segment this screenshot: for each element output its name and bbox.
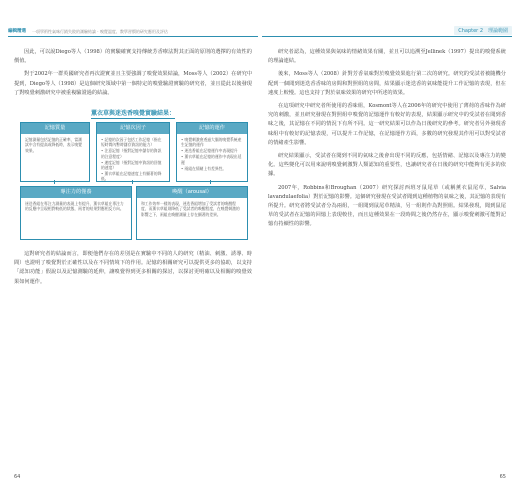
book-spread — [8, 20, 512, 482]
right-page — [262, 20, 512, 482]
left-page — [8, 20, 258, 482]
chapter-tag: Chapter 2 理論範圍 — [454, 26, 512, 35]
page-number: 64 — [14, 474, 21, 480]
figure-title: 薰衣草與迷迭香嗅覺實驗結果： — [90, 110, 175, 117]
connector-line — [54, 180, 55, 184]
paragraph: 對于2002年一群英國研究者再次證實並且主要強調了嗅覺效果結論，Moss等人（2002）在研究中提到，Diego等人（1998）是這個研究領域中第一個特定的嗅覺驗證實驗的研究者，並且從此以後發現了對嗅覺刺激研究中被重複驗證過的結論。 — [14, 71, 252, 96]
paragraph: 在這項研究中研究者所使用的香味組，Kosmont等人在2006年的研究中使用了薄荷的香味作為研究的刺激，並且研究發現在對照組中嗅覺的記憶運作有較好的表現，結果顯示研究中的受試者在聞到香味之後，其記憶在不同的情況下有所不同。這一研究結果可以作為日後研究的參考。研究者另外發現香味組中有較好的記憶表現，可以提升工作記憶，在記憶運作方面，多數的研究發現其作用可以對受試者的情緒產生影響。 — [268, 103, 506, 146]
book-series-title: 編輯精選 — [8, 29, 26, 34]
box-heading: 記憶次因子 — [97, 123, 169, 134]
left-body-bottom — [14, 250, 252, 291]
header-rule — [262, 36, 512, 37]
left-body-top — [14, 48, 252, 102]
header-rule — [8, 36, 258, 37]
box-heading: 專注力的僅養 — [21, 187, 131, 198]
paragraph: 後來，Moss等人（2008）針對芳香氣味對於嗅覺效果進行第二次的研究。研究的受試者被隨機分配到一個聞到迷迭香香味的房間和對照組的房間，結果顯示迷迭香的氣味能提升工作記憶的表現，但在速度上較慢。這也支持了對於氣味效果的研究中所述的效果。 — [268, 71, 506, 96]
connector-line — [132, 180, 133, 184]
paragraph: 研究結果顯示，受試者在聞到不同的氣味之後會出現不同的反應，包括情緒、記憶以及專注力的變化。這些變化可以用來說明嗅覺刺激對人類認知的重要性，也讓研究者在日後的研究中能夠有更多的依據。 — [268, 153, 506, 178]
left-running-header — [8, 26, 258, 36]
box-text: • 嗅覺刺激會透過大腦的嗅覺系統產生記憶的運作 • 迷迭香組在記憶運作中表現提升 • 薰衣草組在記憶的運作中表現出延遲 • 兩組在情緒上有差異性。 — [181, 137, 242, 171]
experiment-results-figure — [14, 108, 252, 242]
box-heading: 喚醒（arousal） — [137, 187, 247, 198]
connector-line — [210, 180, 211, 184]
paragraph: 研究者認為，這種效果與氣味的情緒效果有關，並且可以追溯至Jellinek（1997）提出的嗅覺系統的理論連結。 — [268, 49, 506, 65]
figure-box-memory-operation — [176, 122, 248, 182]
right-body — [268, 48, 506, 234]
figure-box-attention — [20, 186, 132, 240]
box-heading: 記憶質量 — [21, 123, 89, 134]
box-text: 和工作效率一樣的表現，迷迭香組增加了受試者的喚醒程度，而薰衣草組則降低了受試者的喚醒程度，在嗅覺刺激的影響之下，兩組在喚醒測量上存在顯著的差異。 — [141, 201, 240, 217]
book-subtitle: 一項學術性氣味行銷失敗的測驗結論 · 嗅覺溫度、教學習慣的研究應用及評估 — [32, 28, 168, 34]
paragraph: 因此，可以說Diego等人（1998）的實驗確實支持傳統芳香療法對其正面的原則的選擇的有效性的價值。 — [14, 49, 252, 65]
box-text: • 記憶的次因子包括工作記憶（指在短時間內暫時儲存資訊的能力） • 注意記憶（指對記憶中儲存的資訊的注意程度） • 速度記憶（指對記憶中資訊的回憶的速度） • 薰衣草組在記憶速度上有顯著的降低。 — [101, 137, 162, 182]
box-text: 迷迭香組在專注力測量的表現上有提升，薰衣草組在專注力的反應中呈現相對較低的狀態，兩者的結果對應相反方向。 — [25, 201, 124, 212]
figure-box-memory-quality — [20, 122, 90, 182]
paragraph: 2007年，Robbins和Broughan（2007）研究探討西班牙鼠尾草（或稱薰衣鼠尾草，Salvia lavandulaefolia）對於記憶的影響。這個研究發現在受試者聞到這種植物的氣味之後，其記憶的表現有所提升。研究者將受試者分為兩組，一組聞到鼠尾草精油，另一組則作為對照組。結果發現，聞到鼠尾草的受試者在記憶的回憶上表現較佳，而且這種效果在一段時間之後仍然存在，顯示嗅覺刺激可能對記憶有持續性的影響。 — [268, 184, 506, 228]
figure-box-memory-subfactors — [96, 122, 170, 182]
paragraph: 這對研究者的結論而言，即便他們存在的差別是在實驗中不同的人的研究（精油、刺激、誘導、時間）也證明了嗅覺對於正確性以及在不同情境下的作用。記憶的相關研究可以提供更多的協助，以支持「認知功能」假說以及記憶測驗的延伸，讓嗅覺得到更多相關的探討，以探討更明確以及相關的嗅覺效果如何運作。 — [14, 251, 252, 285]
page-number: 65 — [499, 474, 506, 480]
box-heading: 記憶的運作 — [177, 123, 247, 134]
figure-box-arousal — [136, 186, 248, 240]
box-text: 記憶測量包括記憶的正確率，當測試中含有提高或降低時，表示嗅覺效果。 — [25, 137, 82, 153]
right-running-header — [262, 26, 512, 36]
